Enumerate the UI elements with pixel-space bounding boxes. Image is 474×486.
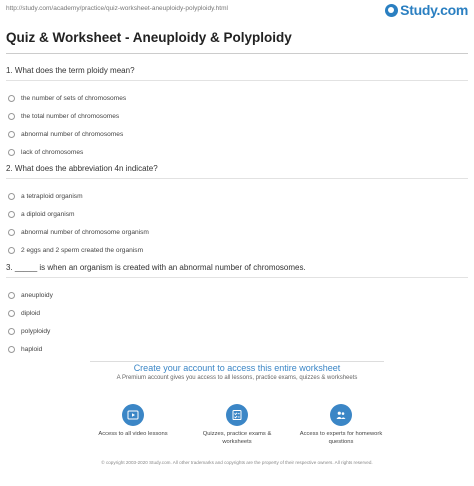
answer-option[interactable] (6, 241, 468, 259)
radio-icon[interactable] (8, 310, 15, 317)
option-label: the total number of chromosomes (21, 112, 120, 120)
answer-option[interactable] (6, 205, 468, 223)
question-1 (6, 66, 468, 161)
radio-icon[interactable] (8, 229, 15, 236)
option-label: diploid (21, 309, 41, 317)
option-label: haploid (21, 345, 43, 353)
radio-icon[interactable] (8, 193, 15, 200)
answer-option[interactable] (6, 89, 468, 107)
premium-features (90, 404, 384, 447)
option-label: 2 eggs and 2 sperm created the organism (21, 246, 144, 254)
option-label: polyploidy (21, 327, 51, 335)
question-2 (6, 164, 468, 259)
study-logo-icon (385, 4, 398, 17)
feature-video-lessons (90, 404, 176, 447)
answer-option[interactable] (6, 125, 468, 143)
option-label: abnormal number of chromosome organism (21, 228, 149, 236)
radio-icon[interactable] (8, 328, 15, 335)
promo-title[interactable]: Create your account to access this entire worksheet (133, 363, 341, 373)
answer-option[interactable] (6, 322, 468, 340)
radio-icon[interactable] (8, 247, 15, 254)
question-text: 1. What does the term ploidy mean? (6, 66, 135, 75)
option-label: aneuploidy (21, 291, 53, 299)
study-logo-text: Study.com (400, 2, 468, 18)
feature-quizzes (194, 404, 280, 447)
premium-promo (90, 363, 384, 381)
radio-icon[interactable] (8, 211, 15, 218)
feature-experts (298, 404, 384, 447)
answer-option[interactable] (6, 223, 468, 241)
promo-divider (90, 361, 384, 362)
answer-option[interactable] (6, 286, 468, 304)
question-divider (6, 178, 468, 179)
option-label: lack of chromosomes (21, 148, 84, 156)
option-label: a diploid organism (21, 210, 75, 218)
promo-subtitle: A Premium account gives you access to all lessons, practice exams, quizzes & worksheets (116, 375, 358, 381)
radio-icon[interactable] (8, 95, 15, 102)
radio-icon[interactable] (8, 149, 15, 156)
feature-text: Access to all video lessons (98, 431, 168, 437)
radio-icon[interactable] (8, 292, 15, 299)
title-divider (6, 53, 468, 54)
question-divider (6, 80, 468, 81)
option-label: abnormal number of chromosomes (21, 130, 124, 138)
quiz-checklist-icon (226, 404, 248, 426)
page-url: http://study.com/academy/practice/quiz-worksheet-aneuploidy-polyploidy.html (6, 5, 228, 12)
study-logo[interactable] (385, 2, 468, 18)
copyright-footer: © copyright 2003-2020 Study.com. All other trademarks and copyrights are the property of their respective owners. All rights reserved. (101, 460, 373, 465)
radio-icon[interactable] (8, 131, 15, 138)
option-label: a tetraploid organism (21, 192, 83, 200)
video-play-icon (122, 404, 144, 426)
top-bar (0, 0, 474, 22)
question-text: 2. What does the abbreviation 4n indicate? (6, 164, 158, 173)
answer-option[interactable] (6, 143, 468, 161)
feature-text: Access to experts for homework questions (299, 431, 383, 445)
answer-option[interactable] (6, 340, 468, 358)
question-3 (6, 263, 468, 358)
question-divider (6, 277, 468, 278)
radio-icon[interactable] (8, 113, 15, 120)
radio-icon[interactable] (8, 346, 15, 353)
answer-option[interactable] (6, 187, 468, 205)
answer-option[interactable] (6, 107, 468, 125)
question-text: 3. _____ is when an organism is created with an abnormal number of chromosomes. (6, 263, 306, 272)
expert-people-icon (330, 404, 352, 426)
page-title: Quiz & Worksheet - Aneuploidy & Polyploidy (6, 30, 292, 45)
answer-option[interactable] (6, 304, 468, 322)
option-label: the number of sets of chromosomes (21, 94, 127, 102)
feature-text: Quizzes, practice exams & worksheets (202, 431, 272, 445)
